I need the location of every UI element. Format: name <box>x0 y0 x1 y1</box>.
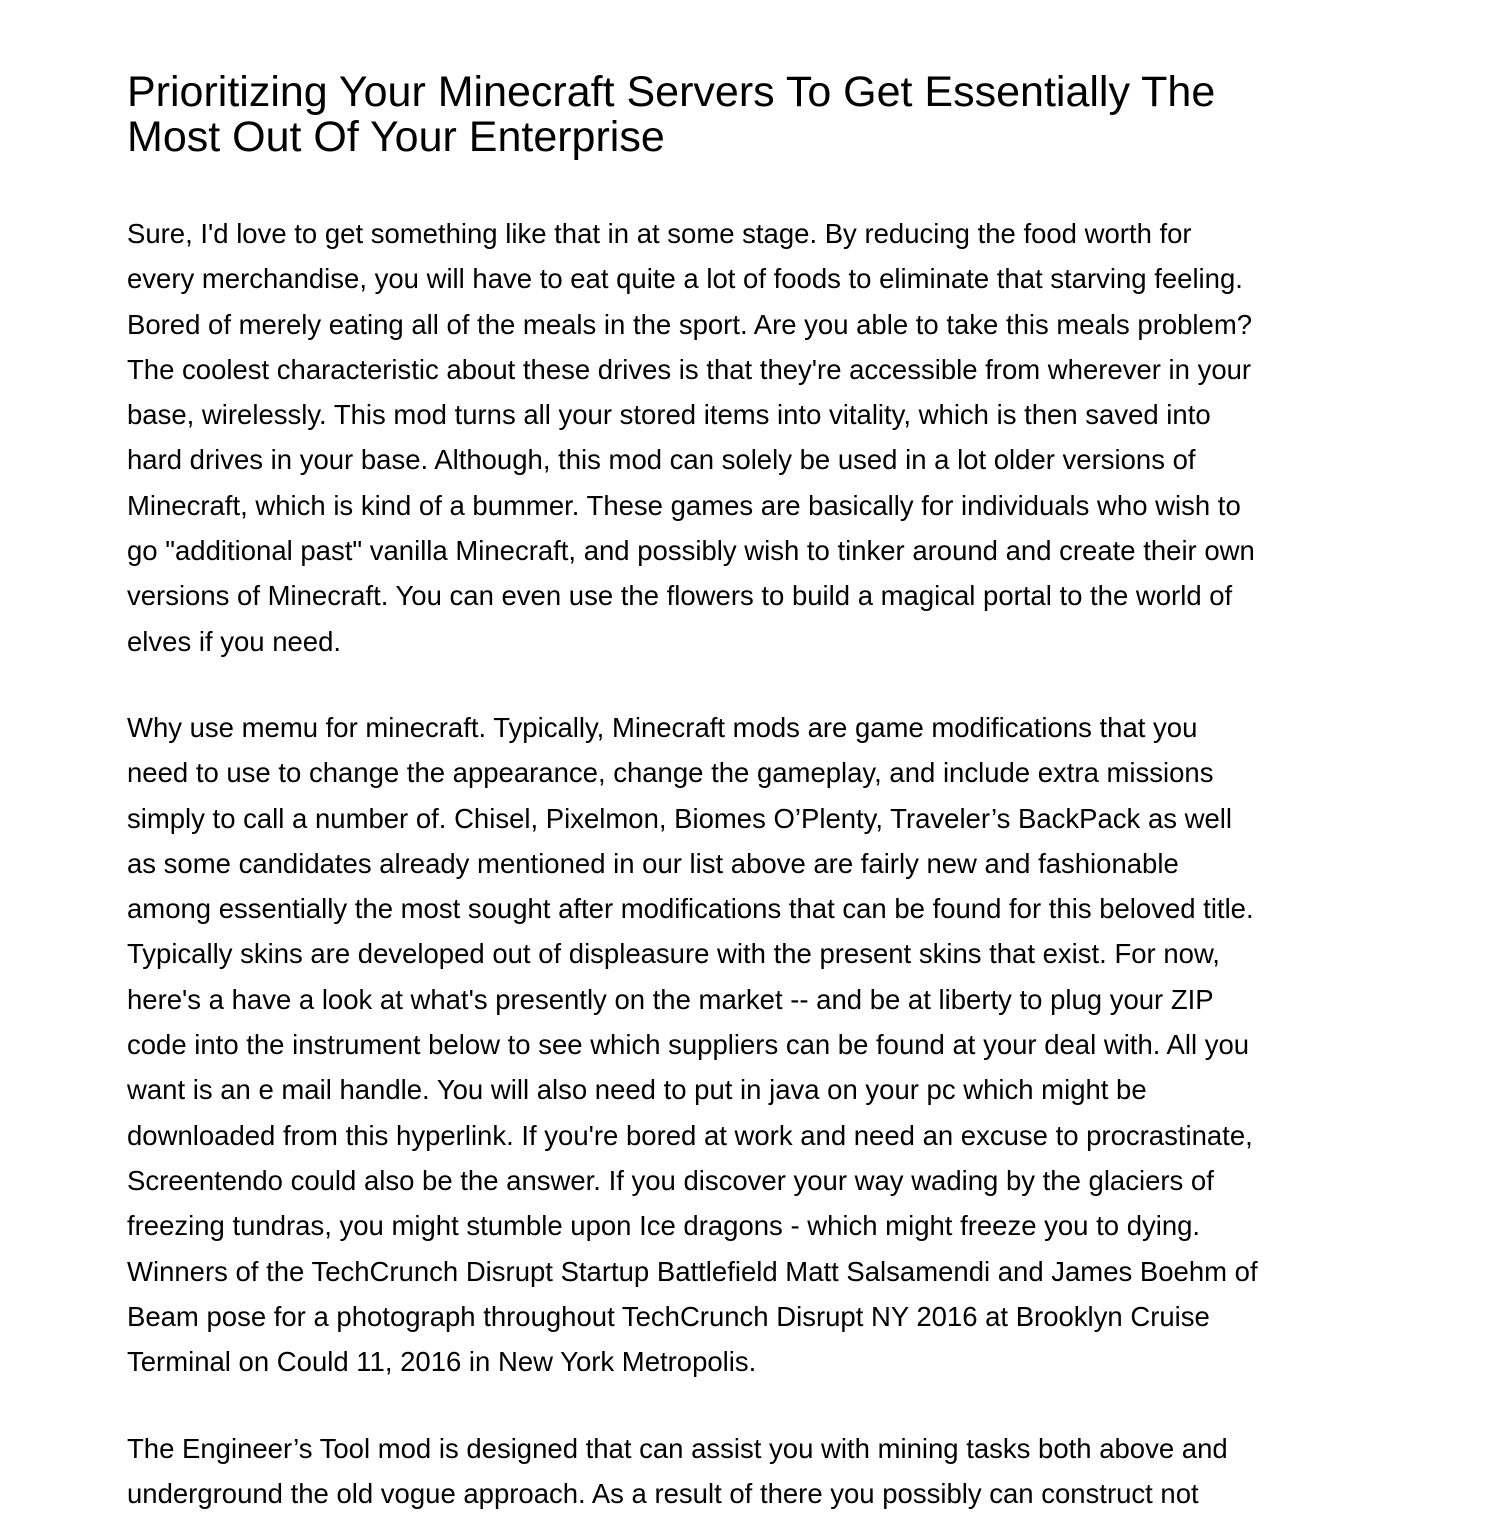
text-line: need to use to change the appearance, change the gameplay, and include extra missions <box>127 757 1214 789</box>
title-line: Prioritizing Your Minecraft Servers To Get Essentially The <box>127 68 1216 116</box>
text-line: elves if you need. <box>127 625 342 657</box>
text-line: The Engineer’s Tool mod is designed that can assist you with mining tasks both above and <box>127 1433 1228 1464</box>
text-line: Sure, I'd love to get something like that in at some stage. By reducing the food worth for <box>127 218 1192 249</box>
document-title <box>127 70 1215 160</box>
text-line: base, wirelessly. This mod turns all your stored items into vitality, which is then saved into <box>127 399 1211 431</box>
text-line: Screentendo could also be the answer. If you discover your way wading by the glaciers of <box>127 1164 1214 1196</box>
text-line: downloaded from this hyperlink. If you're bored at work and need an excuse to procrastinate, <box>127 1119 1253 1151</box>
text-line: Terminal on Could 11, 2016 in New York Metropolis. <box>127 1346 757 1378</box>
text-line: Bored of merely eating all of the meals in the sport. Are you able to take this meals problem? <box>127 308 1253 340</box>
text-line: among essentially the most sought after modifications that can be found for this beloved title. <box>127 893 1254 925</box>
paragraph-3 <box>127 1426 1228 1517</box>
text-line: go "additional past" vanilla Minecraft, and possibly wish to tinker around and create their own <box>127 535 1255 567</box>
text-line: hard drives in your base. Although, this mod can solely be used in a lot older versions of <box>127 444 1196 476</box>
text-line: want is an e mail handle. You will also need to put in java on your pc which might be <box>127 1074 1147 1106</box>
paragraph-1 <box>127 211 1255 664</box>
text-line: every merchandise, you will have to eat quite a lot of foods to eliminate that starving feeling. <box>127 263 1243 295</box>
text-line: Beam pose for a photograph throughout TechCrunch Disrupt NY 2016 at Brooklyn Cruise <box>127 1300 1210 1332</box>
text-line: Minecraft, which is kind of a bummer. These games are basically for individuals who wish to <box>127 489 1241 521</box>
text-line: underground the old vogue approach. As a result of there you possibly can construct not <box>127 1478 1199 1510</box>
text-line: Why use memu for minecraft. Typically, Minecraft mods are game modifications that you <box>127 712 1198 743</box>
text-line: Typically skins are developed out of displeasure with the present skins that exist. For now, <box>127 938 1220 970</box>
text-line: Winners of the TechCrunch Disrupt Startup Battlefield Matt Salsamendi and James Boehm of <box>127 1255 1258 1287</box>
paragraph-2 <box>127 705 1258 1384</box>
text-line: here's a have a look at what's presently on the market -- and be at liberty to plug your ZIP <box>127 983 1214 1015</box>
text-line: code into the instrument below to see which suppliers can be found at your deal with. All you <box>127 1029 1250 1061</box>
text-line: The coolest characteristic about these drives is that they're accessible from wherever in your <box>127 353 1252 385</box>
text-line: versions of Minecraft. You can even use the flowers to build a magical portal to the world of <box>127 580 1233 612</box>
text-line: freezing tundras, you might stumble upon Ice dragons - which might freeze you to dying. <box>127 1210 1201 1242</box>
text-line: simply to call a number of. Chisel, Pixelmon, Biomes O’Plenty, Traveler’s BackPack as well <box>127 802 1232 834</box>
text-line: as some candidates already mentioned in our list above are fairly new and fashionable <box>127 847 1179 879</box>
title-line: Most Out Of Your Enterprise <box>127 113 665 161</box>
